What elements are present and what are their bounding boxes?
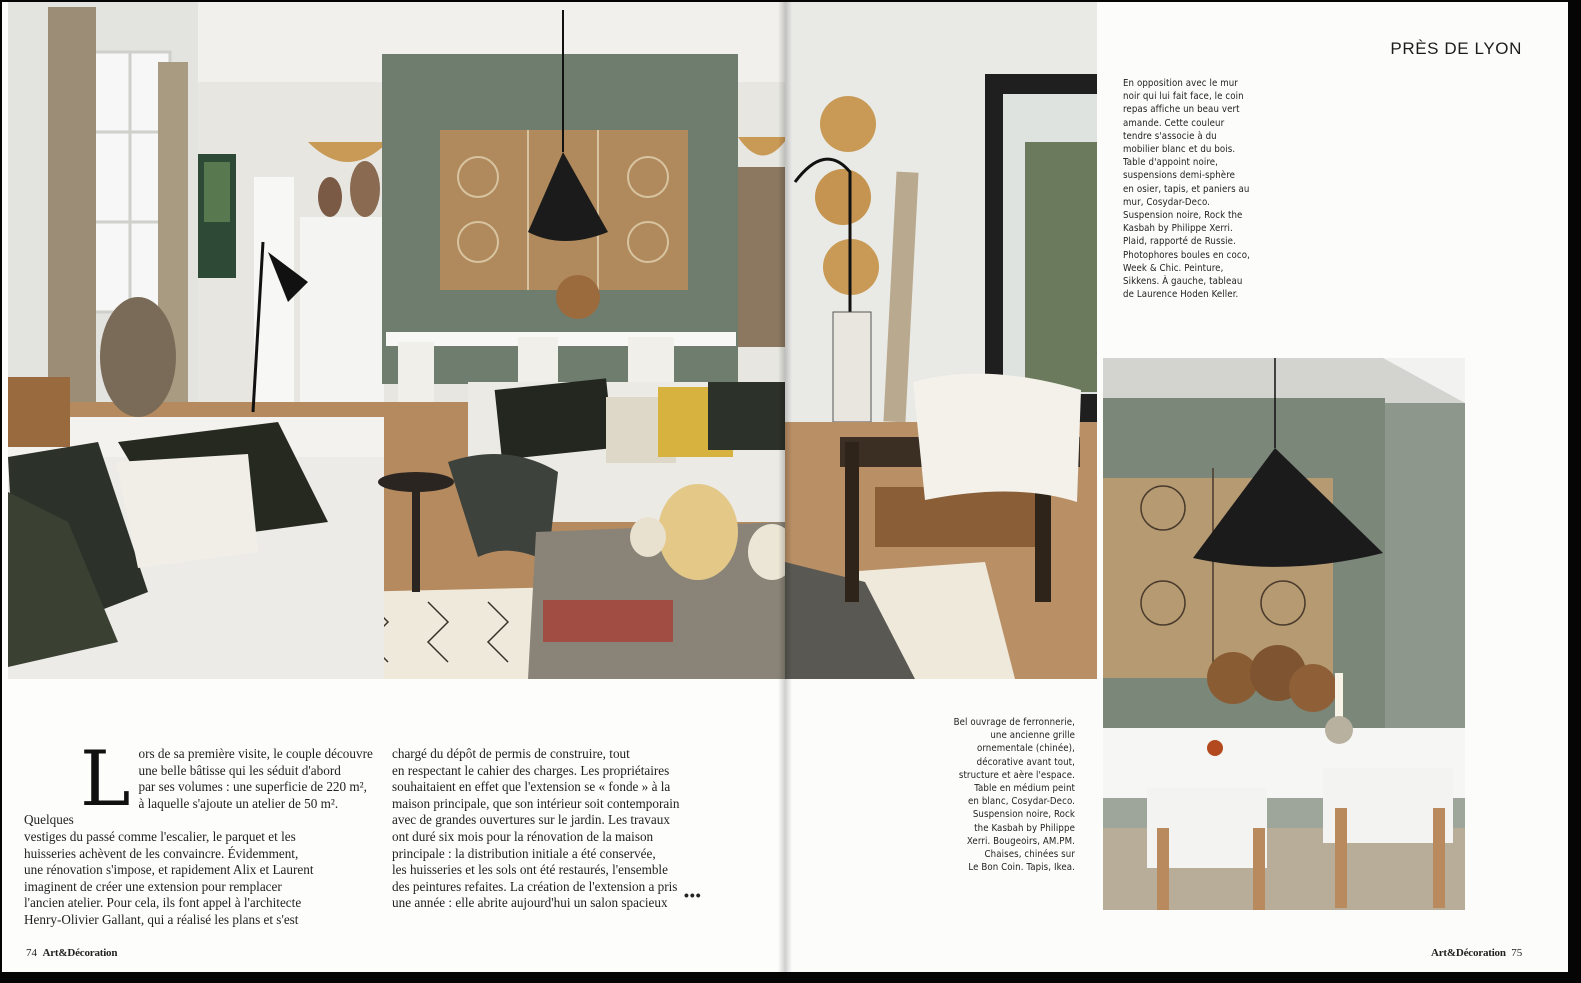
caption-line: Bel ouvrage de ferronnerie, [953,717,1075,728]
caption-line: Week & Chic. Peinture, [1123,262,1224,274]
caption-line: Suspension noire, Rock the [1123,210,1243,222]
magazine-name: Art&Décoration [42,947,118,959]
caption-line: mur, Cosydar-Deco. [1123,196,1210,208]
caption-line: ornementale (chinée), [976,743,1075,755]
caption-line: Chaises, chinées sur [984,849,1075,861]
caption-line: tendre s'associe à du [1123,130,1217,142]
caption-line: amande. Cette couleur [1123,117,1225,129]
caption-line: mobilier blanc et du bois. [1123,144,1236,156]
section-kicker: PRÈS DE LYON [1390,39,1522,58]
caption-line: Table en médium peint [974,783,1075,795]
caption-line: Suspension noire, Rock [972,809,1075,821]
body-line: en respectant le cahier des charges. Les propriétaires [392,762,670,778]
caption-line: suspensions demi-sphère [1123,170,1236,182]
caption-top [1123,77,1283,301]
body-line: huisseries achèvent de les convaincre. Évidemment, [24,845,299,861]
caption-line: structure et aère l'espace. [958,769,1075,781]
caption-line: Xerri. Bougeoirs, AM.PM. [966,835,1075,847]
body-line: Henry-Olivier Gallant, qui a réalisé les plans et s'est [24,911,299,927]
continue-mark: ••• [684,887,702,903]
body-line: ors de sa première visite, le couple découvre [138,746,373,761]
armchair-photo [785,2,1097,679]
left-page [2,2,785,972]
caption-line: Plaid, rapporté de Russie. [1123,236,1236,248]
body-line: chargé du dépôt de permis de construire, tout [392,746,630,761]
left-folio [26,947,117,959]
caption-bottom [925,716,1075,874]
caption-line: En opposition avec le mur [1123,78,1238,89]
caption-line: de Laurence Hoden Keller. [1123,289,1239,301]
body-line: souhaitaient en effet que l'extension se « fonde » à la [392,779,671,795]
body-line: principale : la distribution initiale a été conservée, [392,845,656,861]
magazine-name: Art&Décoration [1431,947,1506,959]
caption-line: Table d'appoint noire, [1123,157,1219,169]
right-page [785,2,1568,972]
body-line: l'ancien atelier. Pour cela, ils font appel à l'architecte [24,895,302,911]
caption-line: en blanc, Cosydar-Deco. [968,796,1075,808]
caption-line: Le Bon Coin. Tapis, Ikea. [968,862,1075,874]
caption-line: Sikkens. À gauche, tableau [1123,276,1243,288]
dining-photo [1103,358,1465,910]
page-number: 74 [26,947,37,959]
body-line: une rénovation s'impose, et rapidement Alix et Laurent [24,862,314,878]
body-line: des peintures refaites. La création de l'extension a pris [392,878,678,894]
living-room-photo [8,2,785,679]
caption-line: noir qui lui fait face, le coin [1123,91,1244,103]
body-line: imaginent de créer une extension pour remplacer [24,878,282,894]
right-folio [1431,947,1522,959]
body-line: les huisseries et les sols ont été restaurés, l'ensemble [392,862,668,878]
page-number: 75 [1511,947,1523,959]
body-line: maison principale, que son intérieur soit contemporain [392,795,680,811]
body-line: à laquelle s'ajoute un atelier de 50 m². Quelques [24,795,339,828]
body-line: une année : elle abrite aujourd'hui un salon spacieux [392,895,668,911]
body-text-column-2 [392,746,692,912]
caption-line: the Kasbah by Philippe [974,822,1075,834]
body-line: avec de grandes ouvertures sur le jardin. Les travaux [392,812,670,828]
caption-line: une ancienne grille [990,730,1075,742]
body-line: vestiges du passé comme l'escalier, le parquet et les [24,828,296,844]
body-line: par ses volumes : une superficie de 220 m², [138,779,367,795]
caption-line: en osier, tapis, et paniers au [1123,183,1250,195]
body-line: une belle bâtisse qui les séduit d'abord [138,762,341,778]
caption-line: repas affiche un beau vert [1123,104,1240,116]
body-text-column-1 [24,734,387,929]
caption-line: décorative avant tout, [976,756,1075,768]
dropcap-letter: L [80,734,131,823]
caption-line: Photophores boules en coco, [1123,249,1250,261]
body-line: ont duré six mois pour la rénovation de la maison [392,828,654,844]
caption-line: Kasbah by Philippe Xerri. [1123,223,1233,235]
